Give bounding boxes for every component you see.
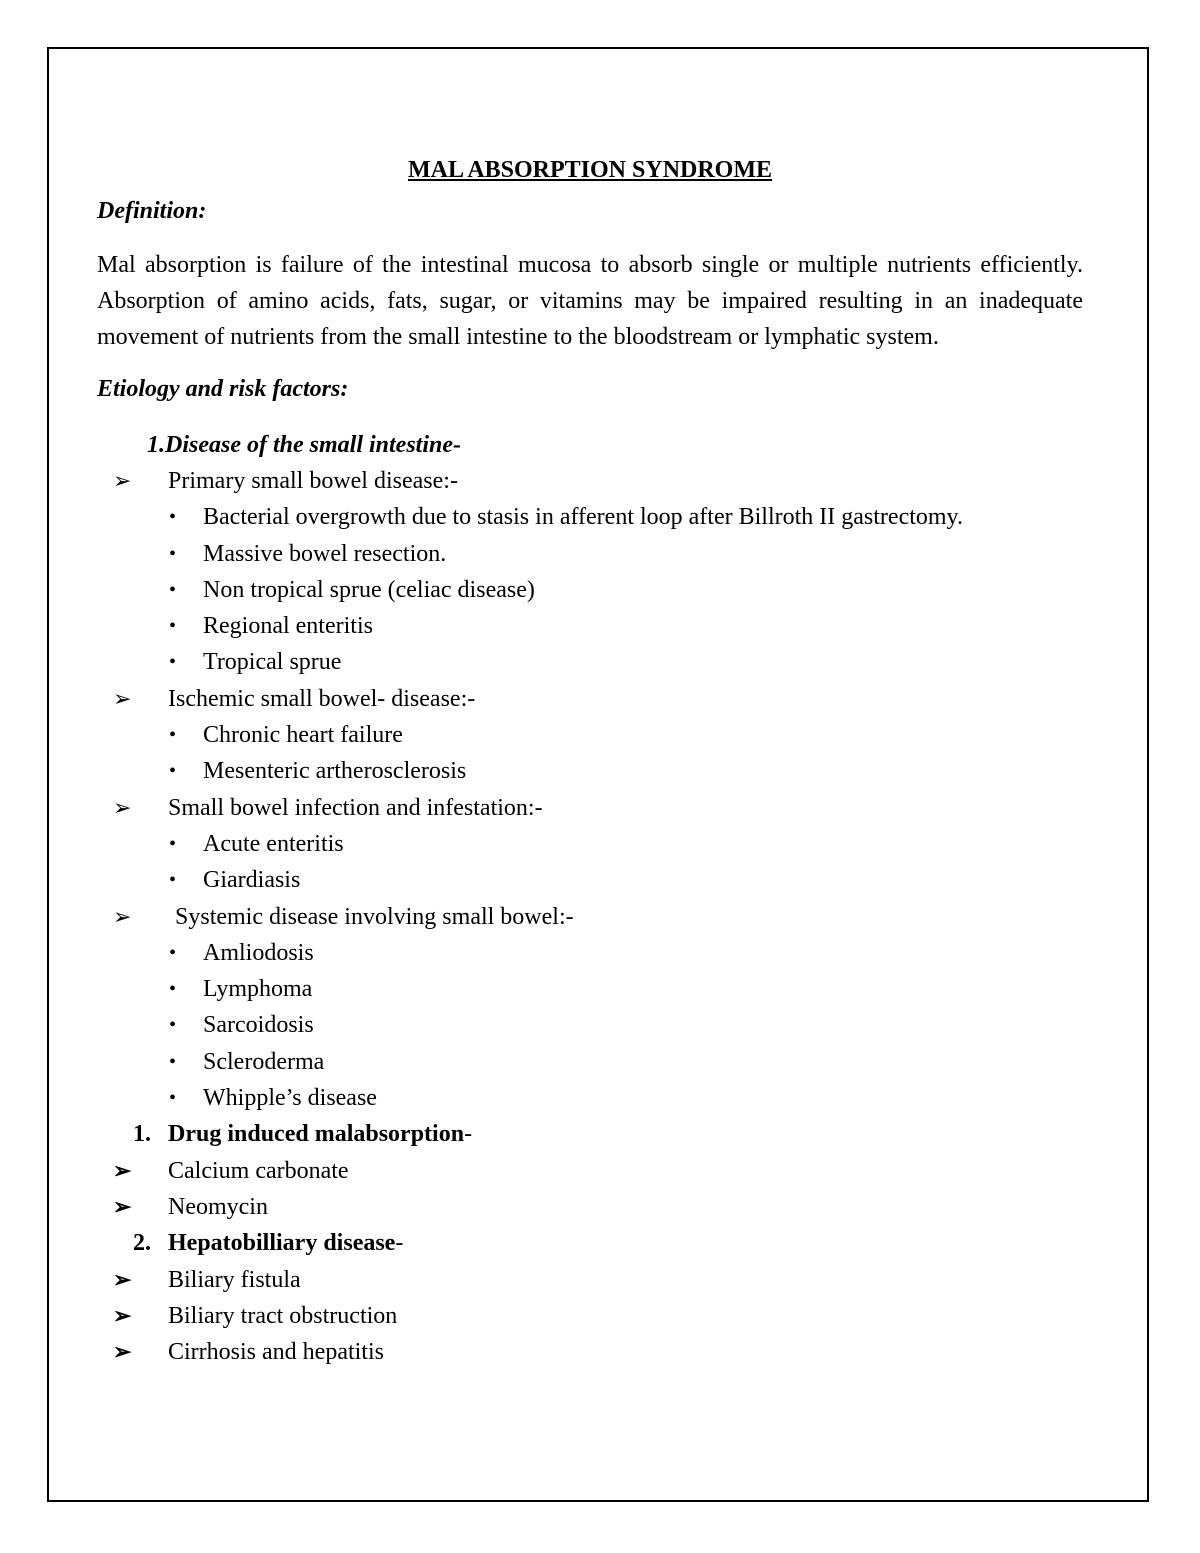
bullet-icon: • [169,978,177,1001]
arrow-bullet-icon: ➢ [113,1266,132,1292]
list-item-text: Amliodosis [203,939,314,966]
list-item-text: Biliary fistula [168,1266,301,1293]
list-item [97,862,1083,898]
list-item-text: Non tropical sprue (celiac disease) [203,576,535,603]
group-label-text: Systemic disease involving small bowel:- [175,903,574,930]
list-item-text: Massive bowel resection. [203,540,447,567]
group-label-text: Primary small bowel disease:- [168,468,458,494]
bullet-icon: • [169,506,177,529]
arrow-bullet-icon: ➢ [113,1157,132,1183]
list-item [97,1153,1083,1189]
list-item [97,608,1083,644]
bullet-icon: • [169,941,177,964]
list-item [97,499,1083,535]
list-item-text: Cirrhosis and hepatitis [168,1339,384,1366]
bullet-icon: • [169,1014,177,1037]
list-item-text: Regional enteritis [203,613,373,640]
etiology-heading: Etiology and risk factors: [97,376,349,402]
list-item [97,644,1083,680]
group-label [97,681,1083,717]
bullet-icon: • [169,615,177,638]
list-item [97,1044,1083,1080]
bullet-icon: • [169,542,177,565]
list-item-text: Sarcoidosis [203,1012,314,1039]
arrow-bullet-icon: ➢ [113,685,132,711]
list-item [97,1080,1083,1116]
bullet-icon: • [169,1050,177,1073]
list-item [97,717,1083,753]
list-item [97,536,1083,572]
bullet-icon: • [169,1087,177,1110]
section2-heading-suffix: - [464,1121,473,1148]
arrow-bullet-icon: ➢ [113,1193,132,1219]
list-item-text: Neomycin [168,1193,268,1220]
list-item-text: Lymphoma [203,976,313,1003]
document-content [97,152,1083,1370]
list-item [97,753,1083,789]
list-item [97,826,1083,862]
group-label-text: Small bowel infection and infestation:- [168,794,543,821]
list-item-text: Mesenteric artherosclerosis [203,758,467,785]
arrow-bullet-icon: ➢ [113,468,132,493]
section3-heading-text: Hepatobilliary disease [168,1230,396,1257]
section2-heading [97,1116,1083,1152]
bullet-icon: • [169,724,177,747]
list-item [97,1007,1083,1043]
section2-number: 1. [133,1121,151,1148]
list-item-text: Whipple’s disease [203,1085,377,1112]
section3-heading-suffix: - [395,1230,404,1257]
section3-heading [97,1225,1083,1261]
bullet-icon: • [169,578,177,601]
arrow-bullet-icon: ➢ [113,1339,132,1365]
list-item [97,971,1083,1007]
list-item [97,572,1083,608]
group-label-text: Ischemic small bowel- disease:- [168,685,476,712]
arrow-bullet-icon: ➢ [113,794,132,820]
arrow-bullet-icon: ➢ [113,1302,132,1328]
document-title: MAL ABSORPTION SYNDROME [407,157,773,183]
list-item [97,1298,1083,1334]
list-item [97,935,1083,971]
definition-paragraph: Mal absorption is failure of the intestinal mucosa to absorb single or multiple nutrients efficiently. Absorption of amino acids, fats, sugar, or vitamins may be impaired resulting in an inadequate movement of nutrients from the small intestine to the bloodstream or lymphatic system. [97,252,1083,350]
definition-heading: Definition: [97,198,207,224]
list-item [97,1189,1083,1225]
list-item-text: Giardiasis [203,867,301,894]
section3-number: 2. [133,1230,151,1257]
list-item-text: Calcium carbonate [168,1157,349,1184]
group-label [97,790,1083,826]
section2-heading-text: Drug induced malabsorption [168,1121,465,1148]
section1-heading: 1.Disease of the small intestine- [147,432,461,458]
list-item [97,1262,1083,1298]
group-label [97,899,1083,935]
list-item-text: Bacterial overgrowth due to stasis in afferent loop after Billroth II gastrectomy. [203,504,963,531]
bullet-icon: • [169,760,177,783]
group-label [97,463,1083,499]
list-item-text: Acute enteritis [203,830,344,857]
list-item-text: Tropical sprue [203,649,342,676]
bullet-icon: • [169,869,177,892]
list-item-text: Biliary tract obstruction [168,1302,398,1329]
arrow-bullet-icon: ➢ [113,903,132,929]
list-item-text: Scleroderma [203,1048,325,1075]
list-item [97,1334,1083,1370]
bullet-icon: • [169,651,177,674]
list-item-text: Chronic heart failure [203,722,403,749]
bullet-icon: • [169,832,177,855]
